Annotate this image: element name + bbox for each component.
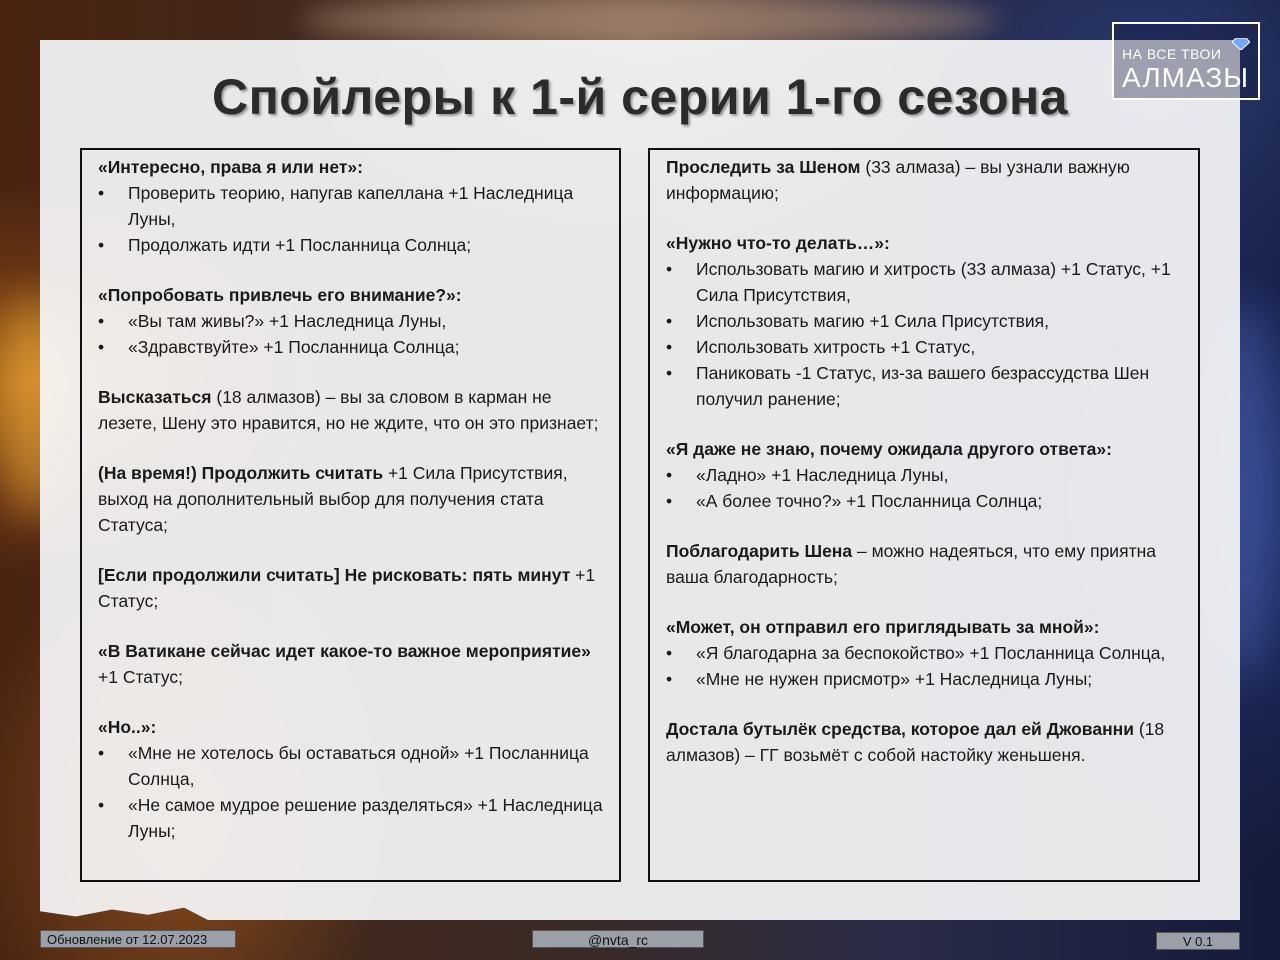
choice-desc: +1 Статус;: [98, 667, 183, 687]
author-handle: @nvta_rc: [532, 930, 704, 948]
choice-text: [98, 460, 607, 538]
option-item: • «А более точно?» +1 Посланница Солнца;: [666, 488, 1186, 514]
choice-block: [98, 638, 607, 690]
choice-heading: «Нужно что-то делать…»:: [666, 233, 890, 253]
option-item: • Использовать магию и хитрость (33 алмаза) +1 Статус, +1 Сила Присутствия,: [666, 256, 1186, 308]
option-item: • «Мне не хотелось бы оставаться одной» +1 Посланница Солнца,: [98, 740, 607, 792]
choice-block: [98, 562, 607, 614]
choice-text: [98, 562, 607, 614]
option-item: • Проверить теорию, напугав капеллана +1 Наследница Луны,: [98, 180, 607, 232]
choice-text: [98, 384, 607, 436]
choice-block: [98, 460, 607, 538]
choice-bold: Достала бутылёк средства, которое дал ей Джованни: [666, 719, 1134, 739]
option-list: [98, 308, 607, 360]
choice-desc: (18 алмазов) – вы за словом в карман не лезете, Шену это нравится, но не ждите, что он это признает;: [98, 387, 599, 433]
choice-desc: – можно надеяться, что ему приятна ваша благодарность;: [666, 541, 1156, 587]
option-item: • Использовать магию +1 Сила Присутствия,: [666, 308, 1186, 334]
choice-heading: «Я даже не знаю, почему ожидала другого ответа»:: [666, 439, 1112, 459]
option-list: [666, 462, 1186, 514]
version-label: V 0.1: [1156, 932, 1240, 950]
choice-heading: «Но..»:: [98, 717, 157, 737]
choice-desc: (33 алмаза) – вы узнали важную информацию;: [666, 157, 1130, 203]
option-item: • «Я благодарна за беспокойство» +1 Посланница Солнца,: [666, 640, 1186, 666]
diamond-icon: [1232, 38, 1250, 50]
choice-block: [666, 436, 1186, 514]
choice-text: [666, 154, 1186, 206]
logo-line2: АЛМАЗЫ: [1122, 62, 1250, 93]
option-item: • Продолжать идти +1 Посланница Солнца;: [98, 232, 607, 258]
option-item: • Паниковать -1 Статус, из-за вашего безрассудства Шен получил ранение;: [666, 360, 1186, 412]
page-title: Спойлеры к 1-й серии 1-го сезона: [212, 69, 1068, 125]
choice-bold: [Если продолжили считать] Не рисковать: пять минут: [98, 565, 571, 585]
left-choices-panel: [80, 148, 621, 882]
choice-block: [98, 154, 607, 258]
logo-line1: НА ВСЕ ТВОИ: [1122, 46, 1222, 62]
option-item: • «Не самое мудрое решение разделяться» +1 Наследница Луны;: [98, 792, 607, 844]
choice-desc: +1 Сила Присутствия, выход на дополнительный выбор для получения стата Статуса;: [98, 463, 568, 535]
option-item: • Использовать хитрость +1 Статус,: [666, 334, 1186, 360]
choice-bold: Высказаться: [98, 387, 212, 407]
choice-block: [98, 714, 607, 844]
option-list: [98, 180, 607, 258]
choice-block: [666, 716, 1186, 768]
choice-block: [666, 538, 1186, 590]
choice-bold: «В Ватикане сейчас идет какое-то важное мероприятие»: [98, 641, 591, 661]
choice-text: [666, 716, 1186, 768]
choice-block: [666, 614, 1186, 692]
choice-heading: «Может, он отправил его приглядывать за мной»:: [666, 617, 1100, 637]
right-choices-panel: [648, 148, 1200, 882]
choice-block: [666, 154, 1186, 206]
option-list: [666, 256, 1186, 412]
option-list: [666, 640, 1186, 692]
background-glow-top: [300, 0, 1000, 40]
choice-block: [666, 230, 1186, 412]
option-item: • «Здравствуйте» +1 Посланница Солнца;: [98, 334, 607, 360]
choice-heading: «Интересно, права я или нет»:: [98, 157, 363, 177]
brand-logo: [1112, 22, 1260, 100]
option-list: [98, 740, 607, 844]
choice-desc: (18 алмазов) – ГГ возьмёт с собой настойку женьшеня.: [666, 719, 1165, 765]
choice-text: [666, 538, 1186, 590]
option-item: • «Ладно» +1 Наследница Луны,: [666, 462, 1186, 488]
choice-bold: Поблагодарить Шена: [666, 541, 853, 561]
option-item: • «Мне не нужен присмотр» +1 Наследница Луны;: [666, 666, 1186, 692]
option-item: • «Вы там живы?» +1 Наследница Луны,: [98, 308, 607, 334]
choice-block: [98, 384, 607, 436]
choice-text: [98, 638, 607, 690]
choice-bold: Проследить за Шеном: [666, 157, 861, 177]
choice-heading: «Попробовать привлечь его внимание?»:: [98, 285, 462, 305]
choice-block: [98, 282, 607, 360]
choice-desc: +1 Статус;: [98, 565, 596, 611]
choice-bold: (На время!) Продолжить считать: [98, 463, 384, 483]
update-date-label: Обновление от 12.07.2023: [40, 930, 236, 948]
